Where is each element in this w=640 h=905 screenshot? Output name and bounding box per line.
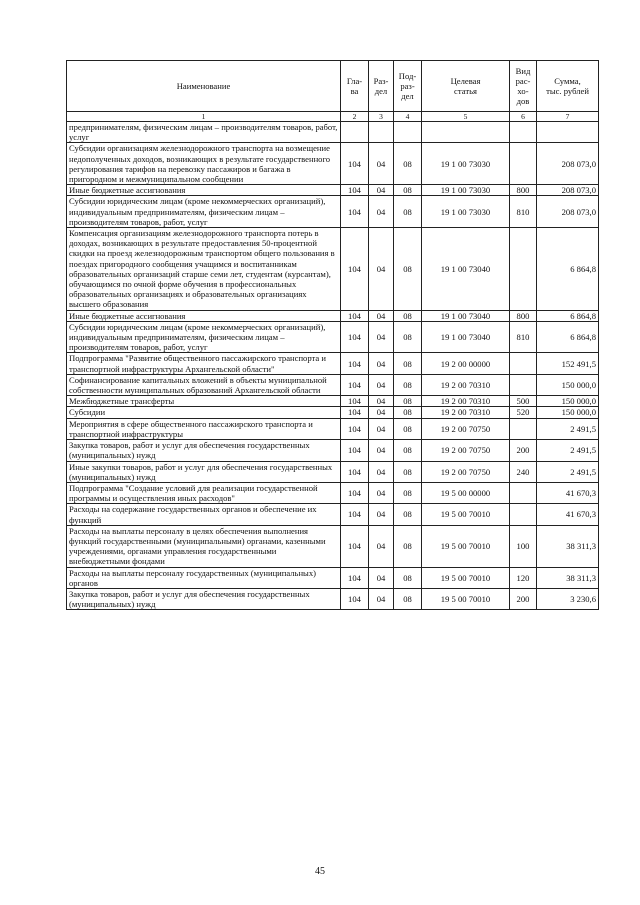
row-name: Иные бюджетные ассигнования <box>67 185 341 196</box>
row-target: 19 1 00 73040 <box>422 310 510 321</box>
row-target: 19 1 00 73030 <box>422 185 510 196</box>
row-vid: 100 <box>510 525 537 567</box>
row-vid <box>510 228 537 311</box>
row-name: Подпрограмма "Развитие общественного пассажирского транспорта и транспортной инфраструктуры Архангельской области" <box>67 353 341 374</box>
column-number: 3 <box>369 112 394 122</box>
row-sum: 2 491,5 <box>537 418 599 439</box>
row-glava: 104 <box>341 588 369 609</box>
row-glava: 104 <box>341 196 369 228</box>
row-name: Иные бюджетные ассигнования <box>67 310 341 321</box>
row-glava: 104 <box>341 482 369 503</box>
row-podrazdel: 08 <box>394 440 422 461</box>
row-glava: 104 <box>341 440 369 461</box>
row-podrazdel: 08 <box>394 418 422 439</box>
row-target: 19 5 00 70010 <box>422 525 510 567</box>
column-number-row <box>67 112 599 122</box>
row-vid: 520 <box>510 407 537 418</box>
table-row <box>67 310 599 321</box>
row-target: 19 1 00 73040 <box>422 321 510 353</box>
row-vid <box>510 418 537 439</box>
row-name: Расходы на выплаты персоналу государственных (муниципальных) органов <box>67 567 341 588</box>
row-name: Закупка товаров, работ и услуг для обеспечения государственных (муниципальных) нужд <box>67 440 341 461</box>
row-sum: 6 864,8 <box>537 228 599 311</box>
row-razdel: 04 <box>369 525 394 567</box>
row-podrazdel: 08 <box>394 525 422 567</box>
row-sum: 150 000,0 <box>537 374 599 395</box>
row-razdel: 04 <box>369 321 394 353</box>
row-podrazdel: 08 <box>394 310 422 321</box>
row-vid <box>510 482 537 503</box>
row-glava: 104 <box>341 321 369 353</box>
budget-table <box>66 60 599 610</box>
row-sum: 3 230,6 <box>537 588 599 609</box>
table-row <box>67 321 599 353</box>
row-vid: 200 <box>510 440 537 461</box>
row-target: 19 2 00 70310 <box>422 396 510 407</box>
table-row <box>67 185 599 196</box>
page-number: 45 <box>315 866 325 877</box>
row-name: Компенсация организациям железнодорожного транспорта потерь в доходах, возникающих в результате предоставления 50-процентной скидки на проезд железнодорожным транспортом общего пользования в поездах пригородного сообщения учащимся и воспитанникам образовательных организаций старше семи лет, студентам (курсантам), обучающимся по очной форме обучения в профессиональных образовательных организациях и образовательных организациях высшего образования <box>67 228 341 311</box>
row-sum: 6 864,8 <box>537 310 599 321</box>
row-podrazdel: 08 <box>394 504 422 525</box>
row-razdel: 04 <box>369 482 394 503</box>
header-vid: Вид рас- хо- дов <box>510 61 537 112</box>
row-glava: 104 <box>341 567 369 588</box>
row-sum: 41 670,3 <box>537 504 599 525</box>
row-razdel: 04 <box>369 143 394 185</box>
row-glava: 104 <box>341 525 369 567</box>
row-sum: 38 311,3 <box>537 567 599 588</box>
column-number: 1 <box>67 112 341 122</box>
table-row <box>67 122 599 143</box>
row-razdel: 04 <box>369 461 394 482</box>
row-sum: 208 073,0 <box>537 143 599 185</box>
row-vid <box>510 143 537 185</box>
row-target: 19 5 00 00000 <box>422 482 510 503</box>
row-podrazdel: 08 <box>394 588 422 609</box>
table-row <box>67 482 599 503</box>
row-razdel: 04 <box>369 440 394 461</box>
row-vid: 200 <box>510 588 537 609</box>
row-target: 19 2 00 70750 <box>422 440 510 461</box>
row-sum: 38 311,3 <box>537 525 599 567</box>
row-glava: 104 <box>341 310 369 321</box>
header-podrazdel: Под- раз- дел <box>394 61 422 112</box>
row-target: 19 5 00 70010 <box>422 588 510 609</box>
row-razdel: 04 <box>369 567 394 588</box>
row-glava: 104 <box>341 185 369 196</box>
row-razdel: 04 <box>369 418 394 439</box>
row-vid: 240 <box>510 461 537 482</box>
table-row <box>67 407 599 418</box>
row-glava: 104 <box>341 396 369 407</box>
row-podrazdel: 08 <box>394 461 422 482</box>
row-sum: 41 670,3 <box>537 482 599 503</box>
row-target: 19 1 00 73030 <box>422 196 510 228</box>
table-row <box>67 440 599 461</box>
table-row <box>67 418 599 439</box>
table-row <box>67 525 599 567</box>
row-razdel: 04 <box>369 196 394 228</box>
row-target: 19 5 00 70010 <box>422 567 510 588</box>
row-glava: 104 <box>341 143 369 185</box>
row-vid: 500 <box>510 396 537 407</box>
row-podrazdel: 08 <box>394 321 422 353</box>
row-razdel: 04 <box>369 228 394 311</box>
row-name: Софинансирование капитальных вложений в объекты муниципальной собственности муниципальных образований Архангельской области <box>67 374 341 395</box>
row-vid <box>510 353 537 374</box>
table-row <box>67 461 599 482</box>
row-glava: 104 <box>341 374 369 395</box>
row-glava: 104 <box>341 228 369 311</box>
row-razdel <box>369 122 394 143</box>
row-razdel: 04 <box>369 407 394 418</box>
table-body <box>67 122 599 610</box>
row-glava: 104 <box>341 461 369 482</box>
row-podrazdel <box>394 122 422 143</box>
row-sum: 150 000,0 <box>537 407 599 418</box>
row-vid: 810 <box>510 196 537 228</box>
table-row <box>67 396 599 407</box>
row-razdel: 04 <box>369 374 394 395</box>
row-name: Расходы на содержание государственных органов и обеспечение их функций <box>67 504 341 525</box>
row-podrazdel: 08 <box>394 228 422 311</box>
header-glava: Гла- ва <box>341 61 369 112</box>
table-row <box>67 196 599 228</box>
row-podrazdel: 08 <box>394 353 422 374</box>
row-sum: 6 864,8 <box>537 321 599 353</box>
row-razdel: 04 <box>369 504 394 525</box>
row-name: Мероприятия в сфере общественного пассажирского транспорта и транспортной инфраструктуры <box>67 418 341 439</box>
row-podrazdel: 08 <box>394 196 422 228</box>
row-name: Субсидии <box>67 407 341 418</box>
row-razdel: 04 <box>369 588 394 609</box>
row-vid: 800 <box>510 185 537 196</box>
row-podrazdel: 08 <box>394 482 422 503</box>
row-name: Субсидии юридическим лицам (кроме некоммерческих организаций), индивидуальным предпринимателям, физическим лицам – производителям товаров, работ, услуг <box>67 321 341 353</box>
row-sum: 208 073,0 <box>537 196 599 228</box>
column-number: 2 <box>341 112 369 122</box>
row-sum: 2 491,5 <box>537 440 599 461</box>
header-name: Наименование <box>67 61 341 112</box>
column-number: 4 <box>394 112 422 122</box>
row-podrazdel: 08 <box>394 185 422 196</box>
row-podrazdel: 08 <box>394 143 422 185</box>
row-podrazdel: 08 <box>394 407 422 418</box>
row-vid: 810 <box>510 321 537 353</box>
row-name: Подпрограмма "Создание условий для реализации государственной программы и осуществления иных расходов" <box>67 482 341 503</box>
row-target: 19 2 00 70750 <box>422 461 510 482</box>
table-row <box>67 567 599 588</box>
row-target: 19 2 00 00000 <box>422 353 510 374</box>
row-vid <box>510 374 537 395</box>
column-number: 7 <box>537 112 599 122</box>
row-glava: 104 <box>341 504 369 525</box>
column-number: 5 <box>422 112 510 122</box>
row-glava: 104 <box>341 418 369 439</box>
row-target <box>422 122 510 143</box>
row-name: предпринимателям, физическим лицам – производителям товаров, работ, услуг <box>67 122 341 143</box>
row-vid: 120 <box>510 567 537 588</box>
table-row <box>67 504 599 525</box>
column-number: 6 <box>510 112 537 122</box>
row-name: Закупка товаров, работ и услуг для обеспечения государственных (муниципальных) нужд <box>67 588 341 609</box>
table-header-row <box>67 61 599 112</box>
row-podrazdel: 08 <box>394 567 422 588</box>
header-razdel: Раз- дел <box>369 61 394 112</box>
row-podrazdel: 08 <box>394 396 422 407</box>
row-target: 19 2 00 70750 <box>422 418 510 439</box>
row-sum: 2 491,5 <box>537 461 599 482</box>
table-row <box>67 374 599 395</box>
header-target: Целевая статья <box>422 61 510 112</box>
row-vid <box>510 504 537 525</box>
row-glava: 104 <box>341 407 369 418</box>
row-sum: 208 073,0 <box>537 185 599 196</box>
row-podrazdel: 08 <box>394 374 422 395</box>
row-sum <box>537 122 599 143</box>
row-target: 19 1 00 73030 <box>422 143 510 185</box>
row-name: Субсидии юридическим лицам (кроме некоммерческих организаций), индивидуальным предпринимателям, физическим лицам – производителям товаров, работ, услуг <box>67 196 341 228</box>
row-target: 19 2 00 70310 <box>422 374 510 395</box>
table-row <box>67 588 599 609</box>
row-name: Межбюджетные трансферты <box>67 396 341 407</box>
row-target: 19 5 00 70010 <box>422 504 510 525</box>
table-row <box>67 143 599 185</box>
table-row <box>67 228 599 311</box>
row-glava: 104 <box>341 353 369 374</box>
row-razdel: 04 <box>369 310 394 321</box>
row-vid <box>510 122 537 143</box>
table-row <box>67 353 599 374</box>
row-target: 19 1 00 73040 <box>422 228 510 311</box>
row-glava <box>341 122 369 143</box>
row-razdel: 04 <box>369 185 394 196</box>
row-razdel: 04 <box>369 353 394 374</box>
row-name: Субсидии организациям железнодорожного транспорта на возмещение недополученных доходов, возникающих в результате государственного регулирования тарифов на перевозку пассажиров и багажа в пригородном и межмуниципальном сообщении <box>67 143 341 185</box>
header-sum: Сумма, тыс. рублей <box>537 61 599 112</box>
row-sum: 152 491,5 <box>537 353 599 374</box>
row-sum: 150 000,0 <box>537 396 599 407</box>
row-razdel: 04 <box>369 396 394 407</box>
row-vid: 800 <box>510 310 537 321</box>
row-target: 19 2 00 70310 <box>422 407 510 418</box>
row-name: Расходы на выплаты персоналу в целях обеспечения выполнения функций государственными (муниципальными) органами, казенными учреждениями, органами управления государственными внебюджетными фондами <box>67 525 341 567</box>
row-name: Иные закупки товаров, работ и услуг для обеспечения государственных (муниципальных) нужд <box>67 461 341 482</box>
